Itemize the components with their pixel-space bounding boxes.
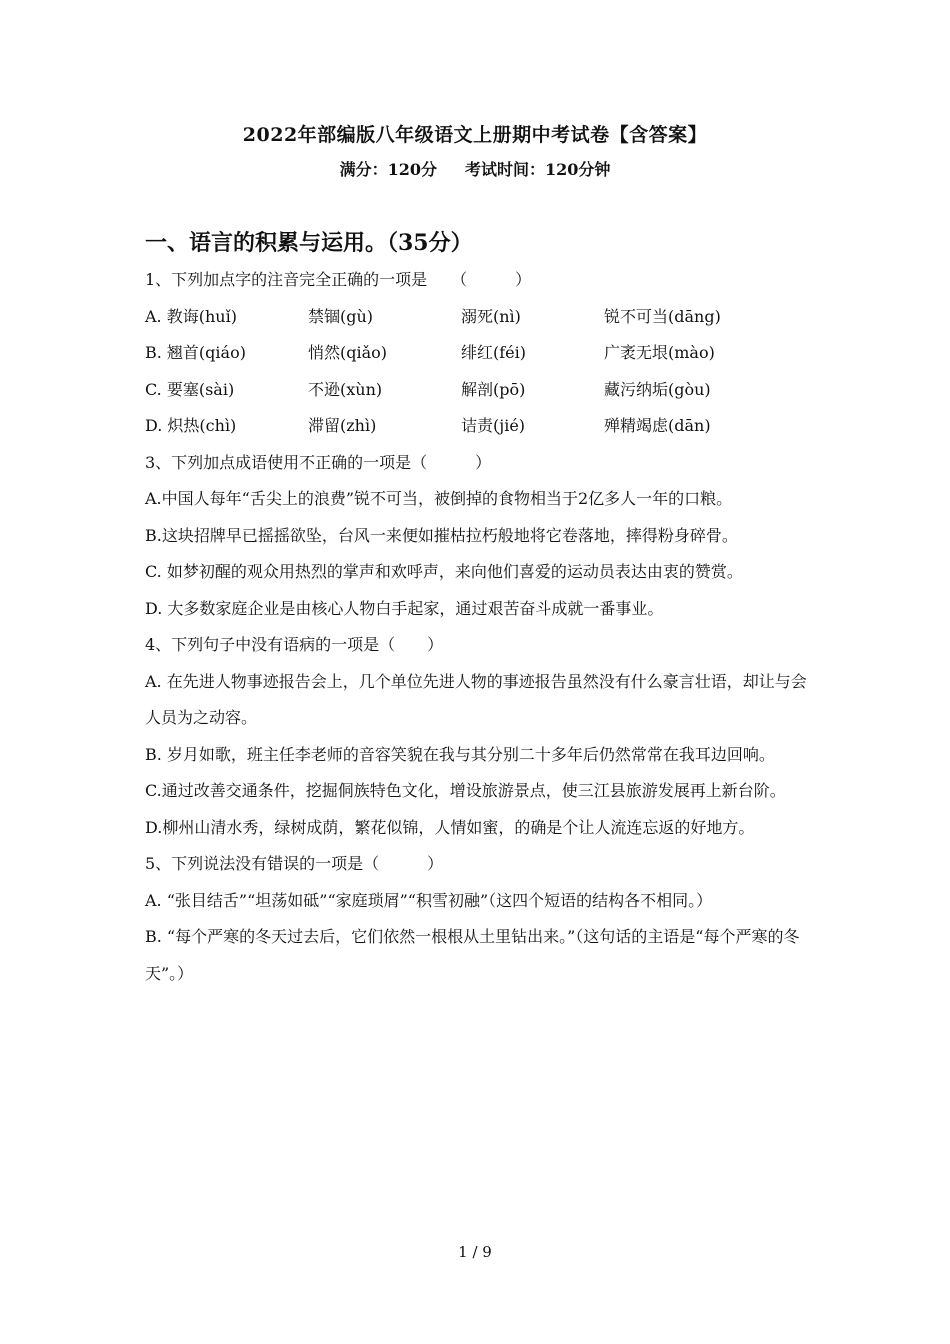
q1-d-3: 诘责(jié) bbox=[461, 416, 526, 435]
q1-b-3: 绯红(féi) bbox=[461, 343, 526, 362]
q1-c-4: 藏污纳垢(gòu) bbox=[604, 379, 711, 399]
q3-option-c: C. 如梦初醒的观众用热烈的掌声和欢呼声，来向他们喜爱的运动员表达由衷的赞赏。 bbox=[145, 562, 743, 581]
q1-option-row-a bbox=[145, 299, 810, 336]
question-content bbox=[145, 262, 810, 992]
exam-title: 2022年部编版八年级语文上册期中考试卷【含答案】 bbox=[242, 124, 708, 146]
q1-a-2: 禁锢(gù) bbox=[308, 306, 374, 326]
q1-b-1: B. 翘首(qiáo) bbox=[145, 343, 246, 362]
q1-c-2: 不逊(xùn) bbox=[308, 379, 383, 399]
q1-a-3: 溺死(nì) bbox=[461, 306, 521, 326]
q5-option-a: A. “张目结舌”“坦荡如砥”“家庭琐屑”“积雪初融”（这四个短语的结构各不相同。） bbox=[145, 890, 713, 910]
q3-option-b: B.这块招牌早已摇摇欲坠，台风一来便如摧枯拉朽般地将它卷落地，摔得粉身碎骨。 bbox=[145, 525, 738, 545]
q1-d-1: D. 炽热(chì) bbox=[145, 416, 237, 435]
q4-stem: 4、下列句子中没有语病的一项是（ ） bbox=[145, 635, 444, 654]
q1-d-2: 滞留(zhì) bbox=[308, 416, 377, 435]
q1-a-4: 锐不可当(dāng) bbox=[604, 306, 721, 326]
q1-option-row-b bbox=[145, 335, 810, 372]
q1-option-row-c bbox=[145, 372, 810, 409]
q4-option-c: C.通过改善交通条件，挖掘侗族特色文化，增设旅游景点，使三江县旅游发展再上新台阶。 bbox=[145, 781, 786, 800]
q3-stem: 3、下列加点成语使用不正确的一项是（ ） bbox=[145, 452, 492, 472]
q1-b-2: 悄然(qiǎo) bbox=[308, 343, 388, 362]
exam-time: 考试时间：120分钟 bbox=[465, 160, 611, 179]
section-heading: 一、语言的积累与运用。（35分） bbox=[145, 230, 473, 256]
full-score: 满分：120分 bbox=[339, 160, 437, 179]
q4-option-d: D.柳州山清水秀，绿树成荫，繁花似锦，人情如蜜，的确是个让人流连忘返的好地方。 bbox=[145, 817, 755, 837]
page-number: 1 / 9 bbox=[458, 1243, 492, 1261]
q3-option-a: A.中国人每年“舌尖上的浪费”锐不可当，被倒掉的食物相当于2亿多人一年的口粮。 bbox=[145, 489, 733, 508]
q4-option-a: A. 在先进人物事迹报告会上，几个单位先进人物的事迹报告虽然没有什么豪言壮语，却让与会人员为之动容。 bbox=[145, 671, 807, 727]
q1-stem: 1、下列加点字的注音完全正确的一项是 （ ） bbox=[145, 270, 532, 289]
q1-c-3: 解剖(pō) bbox=[461, 379, 526, 399]
q5-option-b: B. “每个严寒的冬天过去后，它们依然一根根从土里钻出来。”（这句话的主语是“每个严寒的冬天”。） bbox=[145, 927, 800, 983]
q5-stem: 5、下列说法没有错误的一项是（ ） bbox=[145, 854, 444, 873]
q3-option-d: D. 大多数家庭企业是由核心人物白手起家，通过艰苦奋斗成就一番事业。 bbox=[145, 598, 664, 618]
q1-b-4: 广袤无垠(mào) bbox=[604, 343, 715, 362]
q1-c-1: C. 要塞(sài) bbox=[145, 379, 235, 399]
exam-subtitle bbox=[0, 157, 950, 180]
q1-a-1: A. 教诲(huǐ) bbox=[145, 306, 237, 326]
q1-d-4: 殚精竭虑(dān) bbox=[604, 416, 711, 435]
q4-option-b: B. 岁月如歌，班主任李老师的音容笑貌在我与其分别二十多年后仍然常常在我耳边回响。 bbox=[145, 744, 775, 764]
q1-option-row-d bbox=[145, 408, 810, 445]
